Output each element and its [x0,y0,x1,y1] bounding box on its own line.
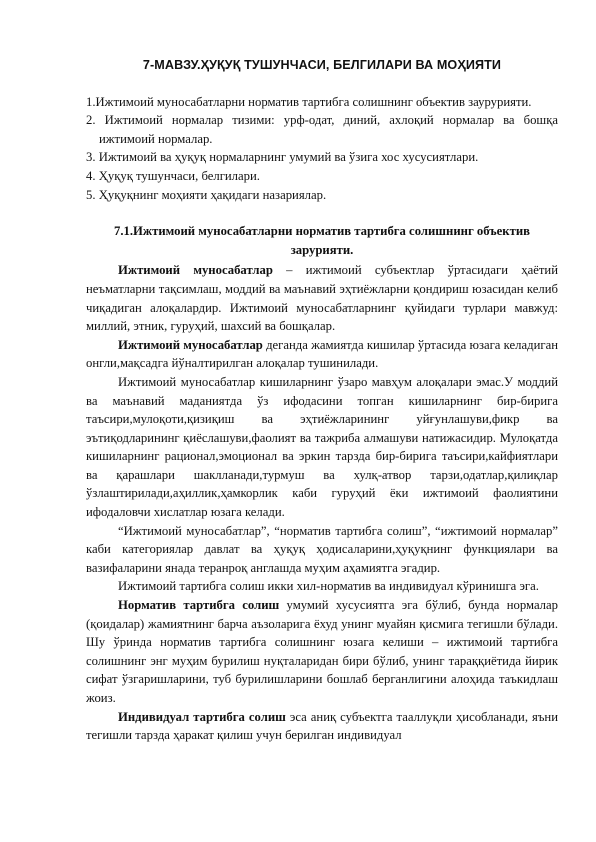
body-paragraph [86,577,558,596]
paragraph-text: Ижтимоий тартибга солиш икки хил-норматив ва индивидуал кўринишга эга. [118,579,539,594]
body-paragraph [86,373,558,522]
body-paragraph [86,336,558,373]
topic-outline [86,93,558,205]
outline-item: 3. Ижтимоий ва ҳуқуқ нормаларнинг умумий ва ўзига хос хусусиятлари. [86,150,479,165]
paragraph-text: “Ижтимоий муносабатлар”, “норматив тартибга солиш”, “ижтимоий нормалар” каби категориялар давлат ва ҳуқуқ ҳодисаларини,ҳуқуқнинг функциялари ва вазифаларини янада теранроқ англашда муҳим аҳамиятга эгадир. [86,523,558,575]
outline-item: 2. Ижтимоий нормалар тизими: урф-одат, диний, ахлоқий нормалар ва бошқа ижтимоий нормалар. [86,113,558,146]
document-title: 7-МАВЗУ.ҲУҚУҚ ТУШУНЧАСИ, БЕЛГИЛАРИ ВА МОҲИЯТИ [142,58,502,72]
paragraph-text: Ижтимоий муносабатлар кишиларнинг ўзаро мавҳум алоқалари эмас.У моддий ва маънавий маданиятда ўз ифодасини топган кишиларнинг бир-бирига таъсири,мулоқоти,қизиқиш ва эҳтиёжларининг уйғунлашуви,фикр ва эътиқодларининг қиёслашуви,фаолият ва тажриба алмашуви натижасидир. Мулоқатда кишиларнинг рационал,эмоционал ва эркин тарзда бир-бирига таъсири,кайфиятлари ва қарашлари шаклланади,турмуш ва хулқ-атвор тарзи,одатлар,қилиқлар ўзлаштирилади,аҳиллик,ҳамкорлик каби гуруҳий ёки ижтимоий фаолиятини ифодаловчи хислатлар юзага келади. [86,374,558,520]
paragraph-text: деганда жамиятда кишилар ўртасида юзага келадиган онгли,мақсадга йўналтирилган алоқалар тушинилади. [86,337,558,371]
section-heading: 7.1.Ижтимоий муносабатларни норматив тартибга солишнинг объектив зарурияти. [114,224,530,257]
paragraph-text: умумий хусусиятга эга бўлиб, бунда нормалар (қоидалар) жамиятнинг барча аъзоларига ёхуд унинг муайян қисмига тегишли бўлади. Шу ўринда норматив тартибга солишнинг юзага келиши – ижтимоий тартибга солишнинг энг муҳим бурилиш нуқталаридан бири бўлиб, унинг тараққиётида йирик сифат ўзгаришларини, туб бурилишларини бошлаб берганлигини алоҳида таъкидлаш жоиз. [86,598,558,705]
body-paragraph [86,596,558,708]
bold-term: Ижтимоий муносабатлар [118,337,263,352]
spacer [86,204,558,222]
bold-term: Норматив тартибга солиш [118,598,280,613]
body-paragraph [86,708,558,745]
body-paragraph [86,261,558,335]
outline-item: 4. Ҳуқуқ тушунчаси, белгилари. [86,168,260,183]
body-paragraph [86,522,558,578]
bold-term: Индивидуал тартибга солиш [118,709,286,724]
outline-item: 5. Ҳуқуқнинг моҳияти ҳақидаги назариялар. [86,187,327,202]
paragraph-text: – ижтимоий субъектлар ўртасидаги ҳаётий неъматларни тақсимлаш, моддий ва маънавий эҳтиёжларни қондириш юзасидан келиб чиқадиган алоқалардир. Ижтимоий муносабатларнинг қуйидаги турлари мавжуд: миллий, этник, гуруҳий, шахсий ва бошқалар. [86,263,558,334]
outline-item: 1.Ижтимоий муносабатларни норматив тартибга солишнинг объектив заурурияти. [86,94,532,109]
document-page [86,56,558,745]
paragraph-text: эса аниқ субъектга тааллуқли ҳисобланади, яъни тегишли тарзда ҳаракат қилиш учун берилган индивидуал [86,709,558,743]
bold-term: Ижтимоий муносабатлар [118,263,273,278]
